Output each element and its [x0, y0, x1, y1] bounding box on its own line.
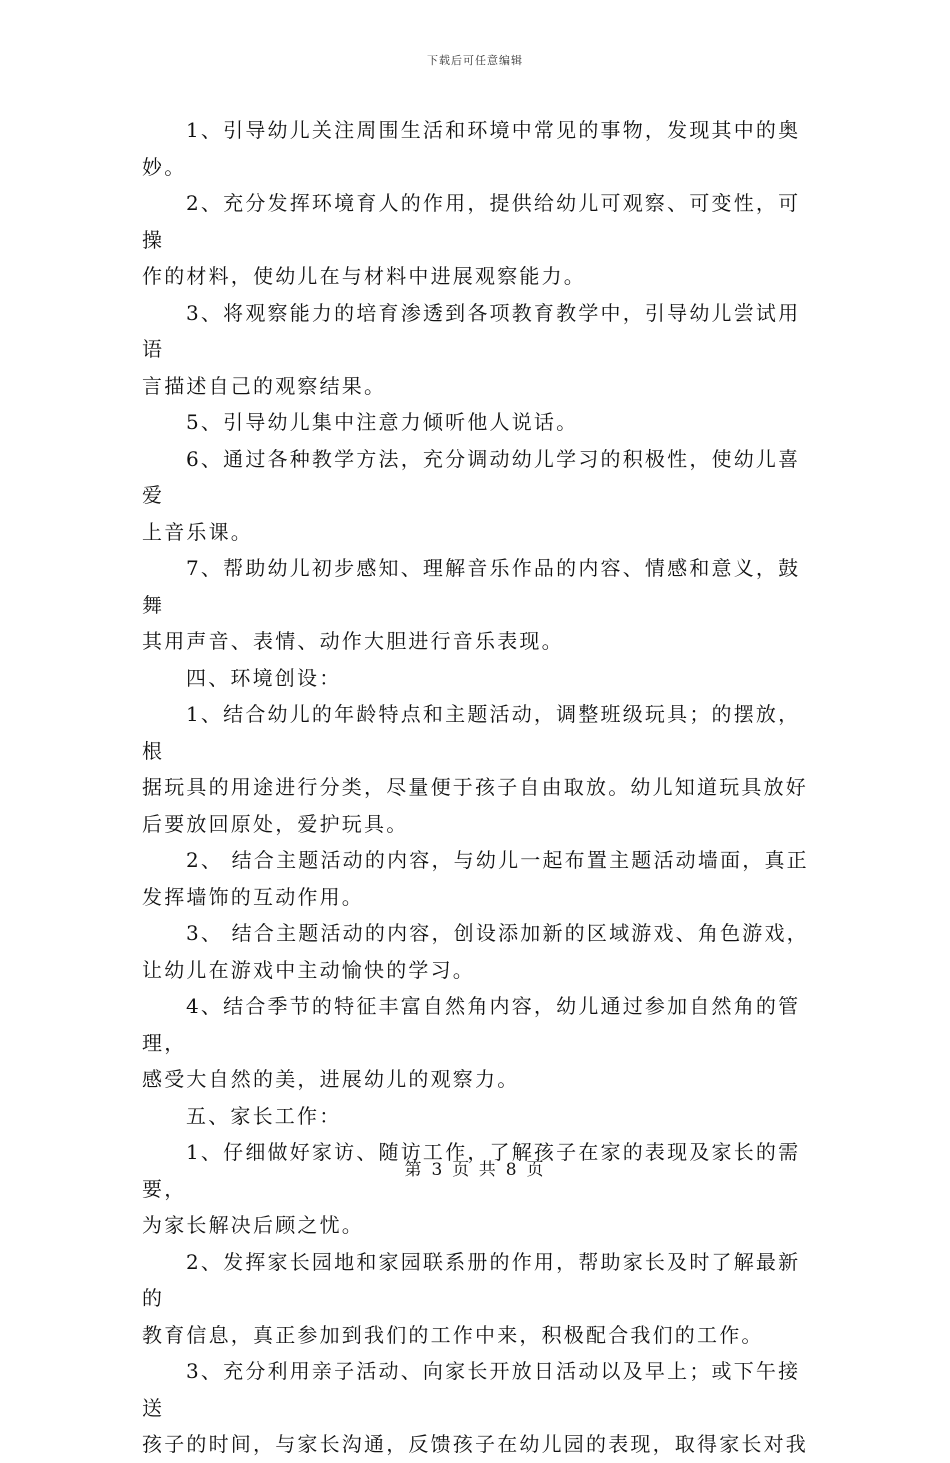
paragraph-line: 后要放回原处，爱护玩具。 — [142, 811, 409, 836]
paragraph-line: 感受大自然的美，进展幼儿的观察力。 — [142, 1067, 520, 1091]
paragraph — [142, 660, 814, 697]
paragraph-line: 1、引导幼儿关注周围生活和环境中常见的事物，发现其中的奥妙。 — [142, 118, 801, 179]
paragraph-line: 3、充分利用亲子活动、向家长开放日活动以及早上；或下午接送 — [142, 1359, 801, 1420]
paragraph — [142, 915, 814, 988]
paragraph — [142, 1353, 814, 1463]
footer-suffix: 页 — [526, 1160, 546, 1180]
paragraph — [142, 1098, 814, 1135]
paragraph-line: 孩子的时间，与家长沟通，反馈孩子在幼儿园的表现，取得家长对我 — [142, 1432, 808, 1456]
page-footer — [0, 1155, 950, 1180]
paragraph-line: 1、结合幼儿的年龄特点和主题活动，调整班级玩具；的摆放，根 — [142, 702, 801, 763]
paragraph-line: 其用声音、表情、动作大胆进行音乐表现。 — [142, 629, 564, 653]
paragraph-line: 言描述自己的观察结果。 — [142, 373, 387, 398]
paragraph-line: 上音乐课。 — [142, 519, 253, 544]
document-body — [142, 112, 814, 1463]
paragraph-line: 2、 结合主题活动的内容，与幼儿一起布置主题活动墙面，真正 — [186, 848, 809, 872]
paragraph-line: 2、发挥家长园地和家园联系册的作用，帮助家长及时了解最新的 — [142, 1249, 801, 1310]
paragraph-line: 为家长解决后顾之忧。 — [142, 1213, 364, 1237]
paragraph-line: 2、充分发挥环境育人的作用，提供给幼儿可观察、可变性，可操 — [142, 191, 801, 252]
paragraph — [142, 112, 814, 185]
footer-middle: 页 共 — [452, 1160, 498, 1180]
footer-total-pages: 8 — [505, 1160, 519, 1180]
paragraph — [142, 550, 814, 660]
paragraph-line: 让幼儿在游戏中主动愉快的学习。 — [142, 957, 475, 982]
paragraph-line: 5、引导幼儿集中注意力倾听他人说话。 — [186, 410, 579, 434]
paragraph-line: 6、通过各种教学方法，充分调动幼儿学习的积极性，使幼儿喜爱 — [142, 446, 801, 507]
paragraph — [142, 988, 814, 1098]
paragraph-line: 教育信息，真正参加到我们的工作中来，积极配合我们的工作。 — [142, 1322, 764, 1347]
paragraph — [142, 404, 814, 441]
paragraph-line: 3、将观察能力的培育渗透到各项教育教学中，引导幼儿尝试用语 — [142, 300, 801, 361]
paragraph-line: 作的材料，使幼儿在与材料中进展观察能力。 — [142, 264, 586, 288]
paragraph — [142, 441, 814, 551]
paragraph — [142, 1134, 814, 1244]
paragraph — [142, 842, 814, 915]
paragraph-line: 7、帮助幼儿初步感知、理解音乐作品的内容、情感和意义，鼓舞 — [142, 556, 801, 617]
page-header: 下载后可任意编辑 — [427, 54, 523, 67]
footer-prefix: 第 — [404, 1160, 424, 1180]
paragraph — [142, 696, 814, 842]
paragraph-line: 4、结合季节的特征丰富自然角内容，幼儿通过参加自然角的管理， — [142, 994, 801, 1055]
paragraph-line: 五、家长工作： — [186, 1103, 342, 1128]
paragraph — [142, 295, 814, 405]
paragraph-line: 1、仔细做好家访、随访工作，了解孩子在家的表现及家长的需要， — [142, 1140, 801, 1201]
paragraph — [142, 185, 814, 295]
paragraph — [142, 1244, 814, 1354]
footer-current-page: 3 — [431, 1160, 445, 1180]
paragraph-line: 发挥墙饰的互动作用。 — [142, 884, 364, 909]
paragraph-line: 据玩具的用途进行分类，尽量便于孩子自由取放。幼儿知道玩具放好 — [142, 775, 808, 799]
paragraph-line: 3、 结合主题活动的内容，创设添加新的区域游戏、角色游戏， — [186, 921, 809, 945]
paragraph-line: 四、环境创设： — [186, 665, 342, 690]
